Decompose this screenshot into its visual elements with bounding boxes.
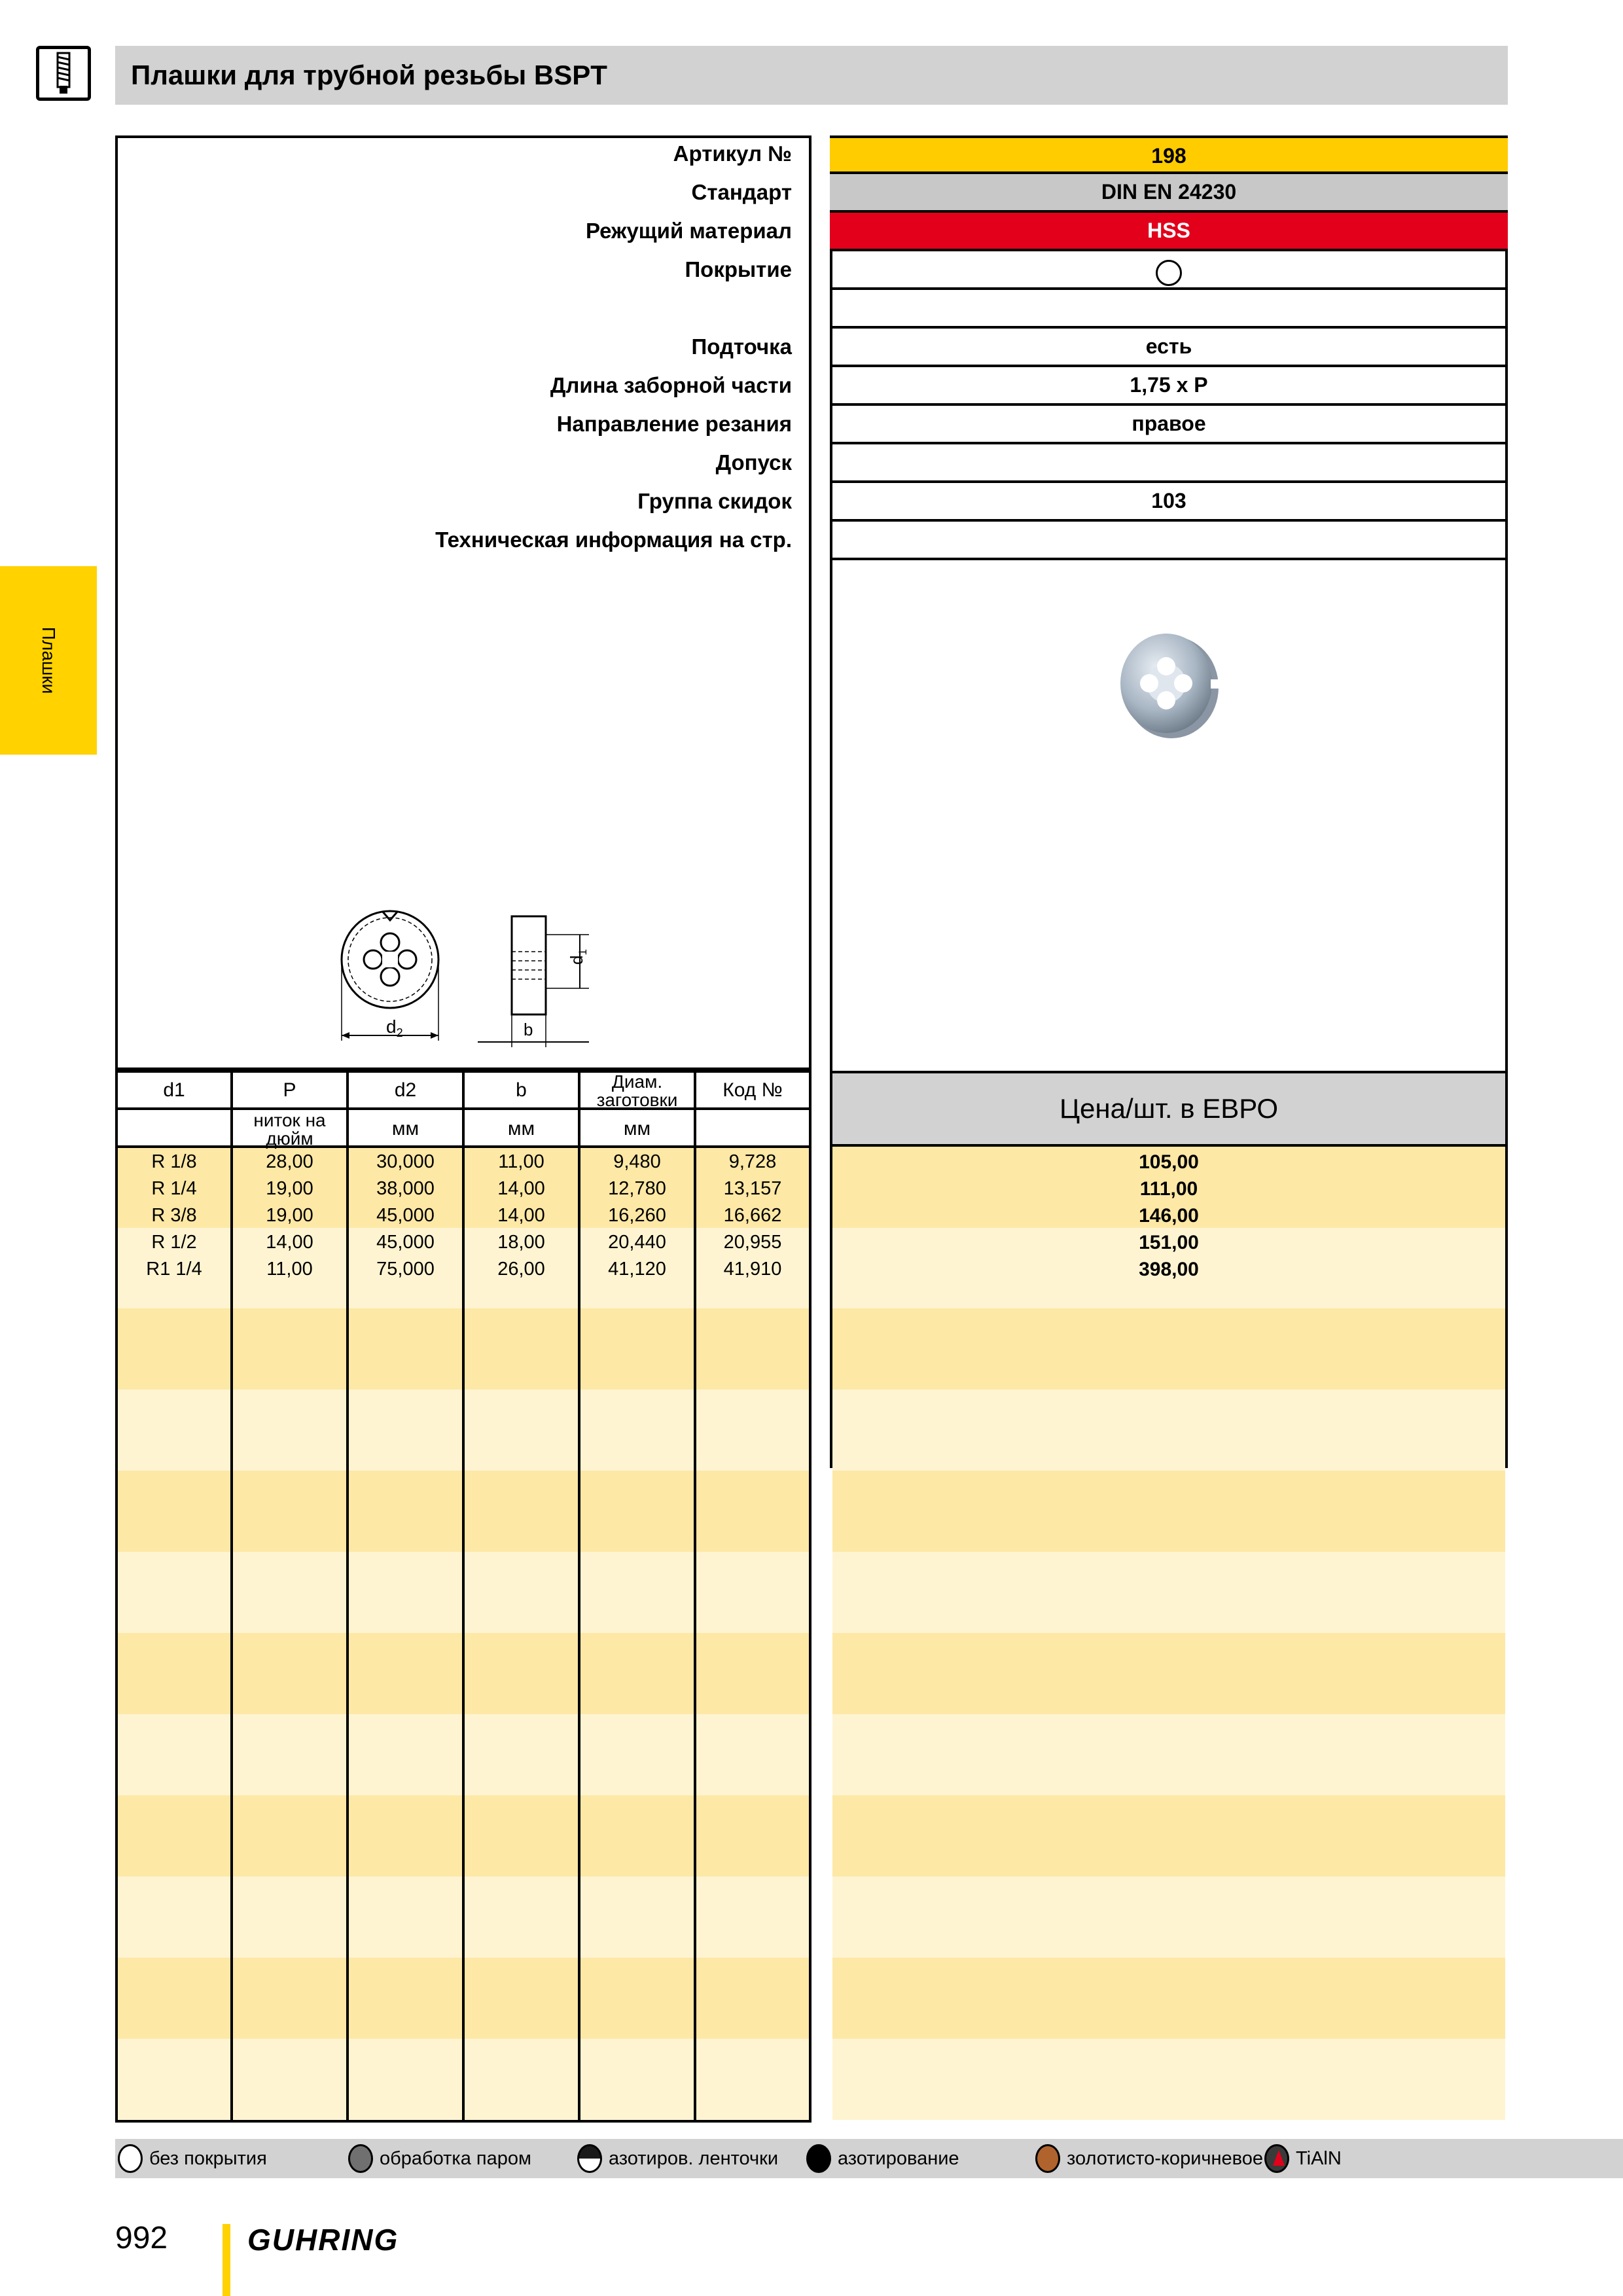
spec-value-material: HSS [830,213,1508,251]
cell-blank-dia: 9,480 [613,1151,661,1172]
spec-label-direction: Направление резания [556,412,792,436]
cell-d1: R 1/2 [151,1232,197,1253]
cell-blank-dia: 41,120 [608,1259,666,1280]
price-value: 105,00 [1139,1151,1199,1173]
spec-label-tolerance: Допуск [715,450,792,475]
col-header-blank-dia [580,1071,694,1110]
spec-label-techinfo: Техническая информация на стр. [435,528,792,552]
unit-p: ниток на дюйм [253,1110,326,1149]
legend-item-gold-brown [1035,2142,1263,2176]
cell-p: 28,00 [266,1151,313,1172]
d1-label: $d_1$ [567,949,589,965]
die-drawing [327,897,641,1054]
cell-code: 9,728 [728,1151,777,1172]
spec-value-article: 198 [830,135,1508,174]
spec-label-standard: Стандарт [691,180,792,204]
spec-value-tolerance [830,444,1508,483]
col-header-d2: d2 [394,1079,417,1101]
price-band [832,1633,1505,1714]
price-header: Цена/шт. в ЕВРО [832,1071,1505,1147]
legend-item-tialn [1264,2142,1342,2176]
col-header-d1: d1 [163,1079,185,1101]
price-band [832,1471,1505,1552]
spec-label-material: Режущий материал [585,219,792,243]
legend-label: без покрытия [149,2147,267,2169]
footer-accent-bar [223,2224,230,2296]
cell-p: 19,00 [266,1178,313,1199]
b-label: b [524,1020,533,1039]
spec-value-empty [830,290,1508,329]
tialn-icon [1264,2144,1289,2173]
legend-label: обработка паром [380,2147,531,2169]
side-tab [0,566,97,755]
cell-p: 19,00 [266,1205,313,1226]
legend-item-steam [348,2142,531,2176]
side-tab-label: Плашки [39,626,59,694]
price-value: 151,00 [1139,1232,1199,1253]
col-header-blank-dia-text: Диам. заготовки [596,1071,678,1110]
spec-value-standard: DIN EN 24230 [830,174,1508,213]
cell-b: 14,00 [497,1205,545,1226]
unit-blank-dia: мм [623,1118,651,1139]
cell-d2: 30,000 [376,1151,435,1172]
spec-label-point: Подточка [691,334,792,359]
cell-b: 18,00 [497,1232,545,1253]
unit-b: мм [507,1118,535,1139]
cell-d2: 38,000 [376,1178,435,1199]
cell-code: 41,910 [723,1259,782,1280]
price-band [832,1795,1505,1876]
header-divider [115,1145,812,1148]
legend-label: TiAlN [1296,2147,1342,2169]
unit-d2: мм [391,1118,419,1139]
cell-b: 14,00 [497,1178,545,1199]
price-band [832,1958,1505,2039]
cell-p: 14,00 [266,1232,313,1253]
spec-value-chamfer: 1,75 x P [830,367,1508,406]
cell-b: 11,00 [498,1151,544,1172]
col-header-code: Код № [722,1079,783,1101]
legend-label: азотиров. ленточки [609,2147,779,2169]
cell-p: 11,00 [266,1259,313,1280]
brand-logo: GUHRING [247,2223,399,2257]
spec-label-article: Артикул № [673,141,792,166]
steam-treated-icon [348,2144,373,2173]
cell-d1: R 1/8 [151,1151,197,1172]
col-header-b: b [516,1079,527,1101]
tap-icon [36,46,91,101]
spec-value-coating [830,251,1508,290]
die-product-image [1113,628,1224,740]
page-title: Плашки для трубной резьбы BSPT [131,60,607,90]
cell-d1: R 1/4 [151,1178,197,1199]
spec-label-chamfer: Длина заборной части [550,373,792,397]
legend-item-uncoated [118,2142,267,2176]
cell-blank-dia: 20,440 [608,1232,666,1253]
page-number: 992 [115,2221,168,2255]
spec-label-discount: Группа скидок [637,489,792,513]
cell-code: 13,157 [723,1178,782,1199]
col-header-p: P [283,1079,296,1101]
cell-blank-dia: 12,780 [608,1178,666,1199]
cell-d2: 75,000 [376,1259,435,1280]
nitrided-icon [806,2144,831,2173]
spec-value-techinfo [830,522,1508,560]
gold-brown-icon [1035,2144,1060,2173]
spec-value-discount: 103 [830,483,1508,522]
uncoated-icon [118,2144,143,2173]
d2-label: $d_2$ [386,1016,403,1039]
cell-d2: 45,000 [376,1205,435,1226]
spec-label-coating: Покрытие [685,257,792,281]
cell-d1: R1 1/4 [146,1259,202,1280]
cell-blank-dia: 16,260 [608,1205,666,1226]
spec-value-direction: правое [830,406,1508,444]
price-value: 111,00 [1139,1178,1198,1200]
uncoated-icon [1156,260,1182,286]
legend-item-nitrided [806,2142,959,2176]
price-band [832,1308,1505,1390]
cell-d2: 45,000 [376,1232,435,1253]
legend-label: азотирование [838,2147,959,2169]
legend-label: золотисто-коричневое [1067,2147,1263,2169]
legend-item-land-nitrided [577,2142,778,2176]
cell-code: 16,662 [723,1205,782,1226]
cell-code: 20,955 [723,1232,782,1253]
price-value: 398,00 [1139,1259,1199,1280]
spec-value-point: есть [830,329,1508,367]
cell-d1: R 3/8 [151,1205,197,1226]
cell-b: 26,00 [497,1259,545,1280]
land-nitrided-icon [577,2144,602,2173]
price-value: 146,00 [1139,1205,1199,1227]
